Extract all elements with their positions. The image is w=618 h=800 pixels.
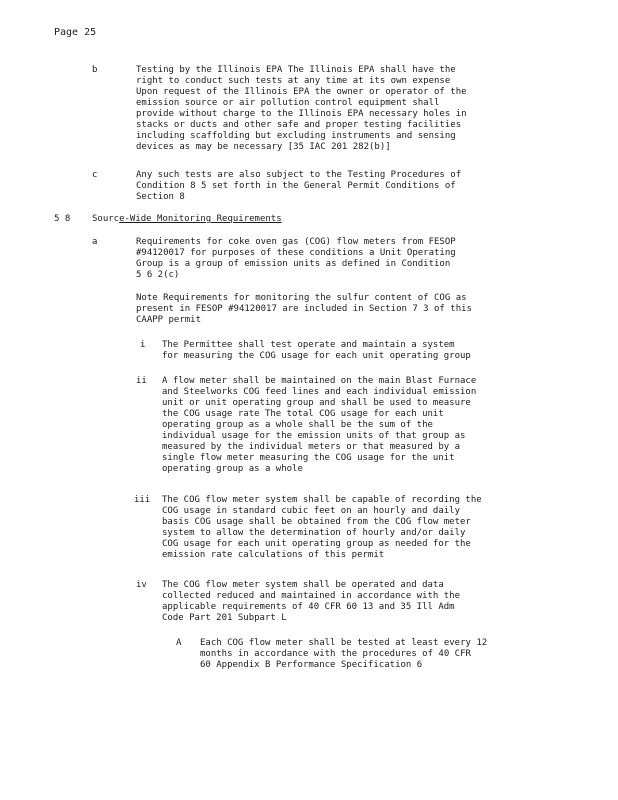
text-line: individual usage for the emission units of that group as [162,431,466,441]
text-line: The COG flow meter system shall be operated and data [162,580,444,590]
item-c-text [136,170,461,203]
text-line: unit or unit operating group and shall be used to measure [162,398,471,408]
text-line: Any such tests are also subject to the Testing Procedures of [136,170,462,180]
sub-ii-text [162,376,476,475]
text-line: the COG usage rate The total COG usage for each unit [162,409,444,419]
text-line: operating group as a whole shall be the sum of the [162,420,433,430]
text-line: devices as may be necessary [35 IAC 201 282(b)] [136,142,391,152]
text-line: applicable requirements of 40 CFR 60 13 and 35 Ill Adm [162,602,455,612]
item-b-label: b [92,65,98,75]
text-line: months in accordance with the procedures of 40 CFR [200,649,471,659]
text-line: Testing by the Illinois EPA The Illinois EPA shall have the [136,65,456,75]
text-line: Upon request of the Illinois EPA the owner or operator of the [136,87,467,97]
text-line: Group is a group of emission units as defined in Condition [136,259,451,269]
sub-iii-text [162,495,482,561]
text-line: including scaffolding but excluding instruments and sensing [136,131,456,141]
page-number: Page 25 [54,27,97,38]
sub-iv-text [162,580,460,624]
text-line: Condition 8 5 set forth in the General Permit Conditions of [136,181,456,191]
sub-iv-label: iv [136,580,147,590]
text-line: #94120017 for purposes of these conditions a Unit Operating [136,248,456,258]
text-line: Requirements for coke oven gas (COG) flow meters from FESOP [136,237,456,247]
text-line: CAAPP permit [136,315,202,325]
text-line: Each COG flow meter shall be tested at least every 12 [200,638,488,648]
sub-iii-label: iii [134,495,151,505]
text-line: Note Requirements for monitoring the sulfur content of COG as [136,293,467,303]
sub-A-label: A [176,638,182,648]
text-line: single flow meter measuring the COG usage for the unit [162,453,455,463]
item-b-text [136,65,467,153]
text-line: 5 6 2(c) [136,270,180,280]
text-line: operating group as a whole [162,464,303,474]
sub-i-label: i [140,340,146,350]
text-line: COG usage for each unit operating group as needed for the [162,539,471,549]
text-line: provide without charge to the Illinois EPA necessary holes in [136,109,467,119]
text-line: emission source or air pollution control equipment shall [136,98,440,108]
section-title [92,214,282,225]
text-line: system to allow the determination of hourly and/or daily [162,528,466,538]
sub-A-text [200,638,487,671]
section-title-prefix: Sourc [92,214,120,224]
item-a-label: a [92,237,98,247]
text-line: The COG flow meter system shall be capable of recording the [162,495,482,505]
note-text [136,293,472,326]
text-line: present in FESOP #94120017 are included in Section 7 3 of this [136,304,472,314]
text-line: The Permittee shall test operate and maintain a system [162,340,455,350]
text-line: and Steelworks COG feed lines and each individual emission [162,387,477,397]
section-number: 5 8 [54,214,71,224]
text-line: measured by the individual meters or that measured by a [162,442,461,452]
sub-i-text [162,340,471,362]
text-line: stacks or ducts and other safe and proper testing facilities [136,120,462,130]
item-c-label: c [92,170,98,180]
text-line: emission rate calculations of this permit [162,550,385,560]
text-line: Section 8 [136,192,185,202]
text-line: Code Part 201 Subpart L [162,613,287,623]
text-line: 60 Appendix B Performance Specification 6 [200,660,423,670]
text-line: COG usage in standard cubic feet on an hourly and daily [162,506,461,516]
text-line: A flow meter shall be maintained on the main Blast Furnace [162,376,477,386]
text-line: basis COG usage shall be obtained from the COG flow meter [162,517,471,527]
text-line: right to conduct such tests at any time at its own expense [136,76,451,86]
sub-ii-label: ii [136,376,147,386]
text-line: collected reduced and maintained in accordance with the [162,591,461,601]
item-a-text [136,237,456,281]
section-title-underlined: e-Wide Monitoring Requirements [119,214,282,224]
text-line: for measuring the COG usage for each unit operating group [162,351,471,361]
